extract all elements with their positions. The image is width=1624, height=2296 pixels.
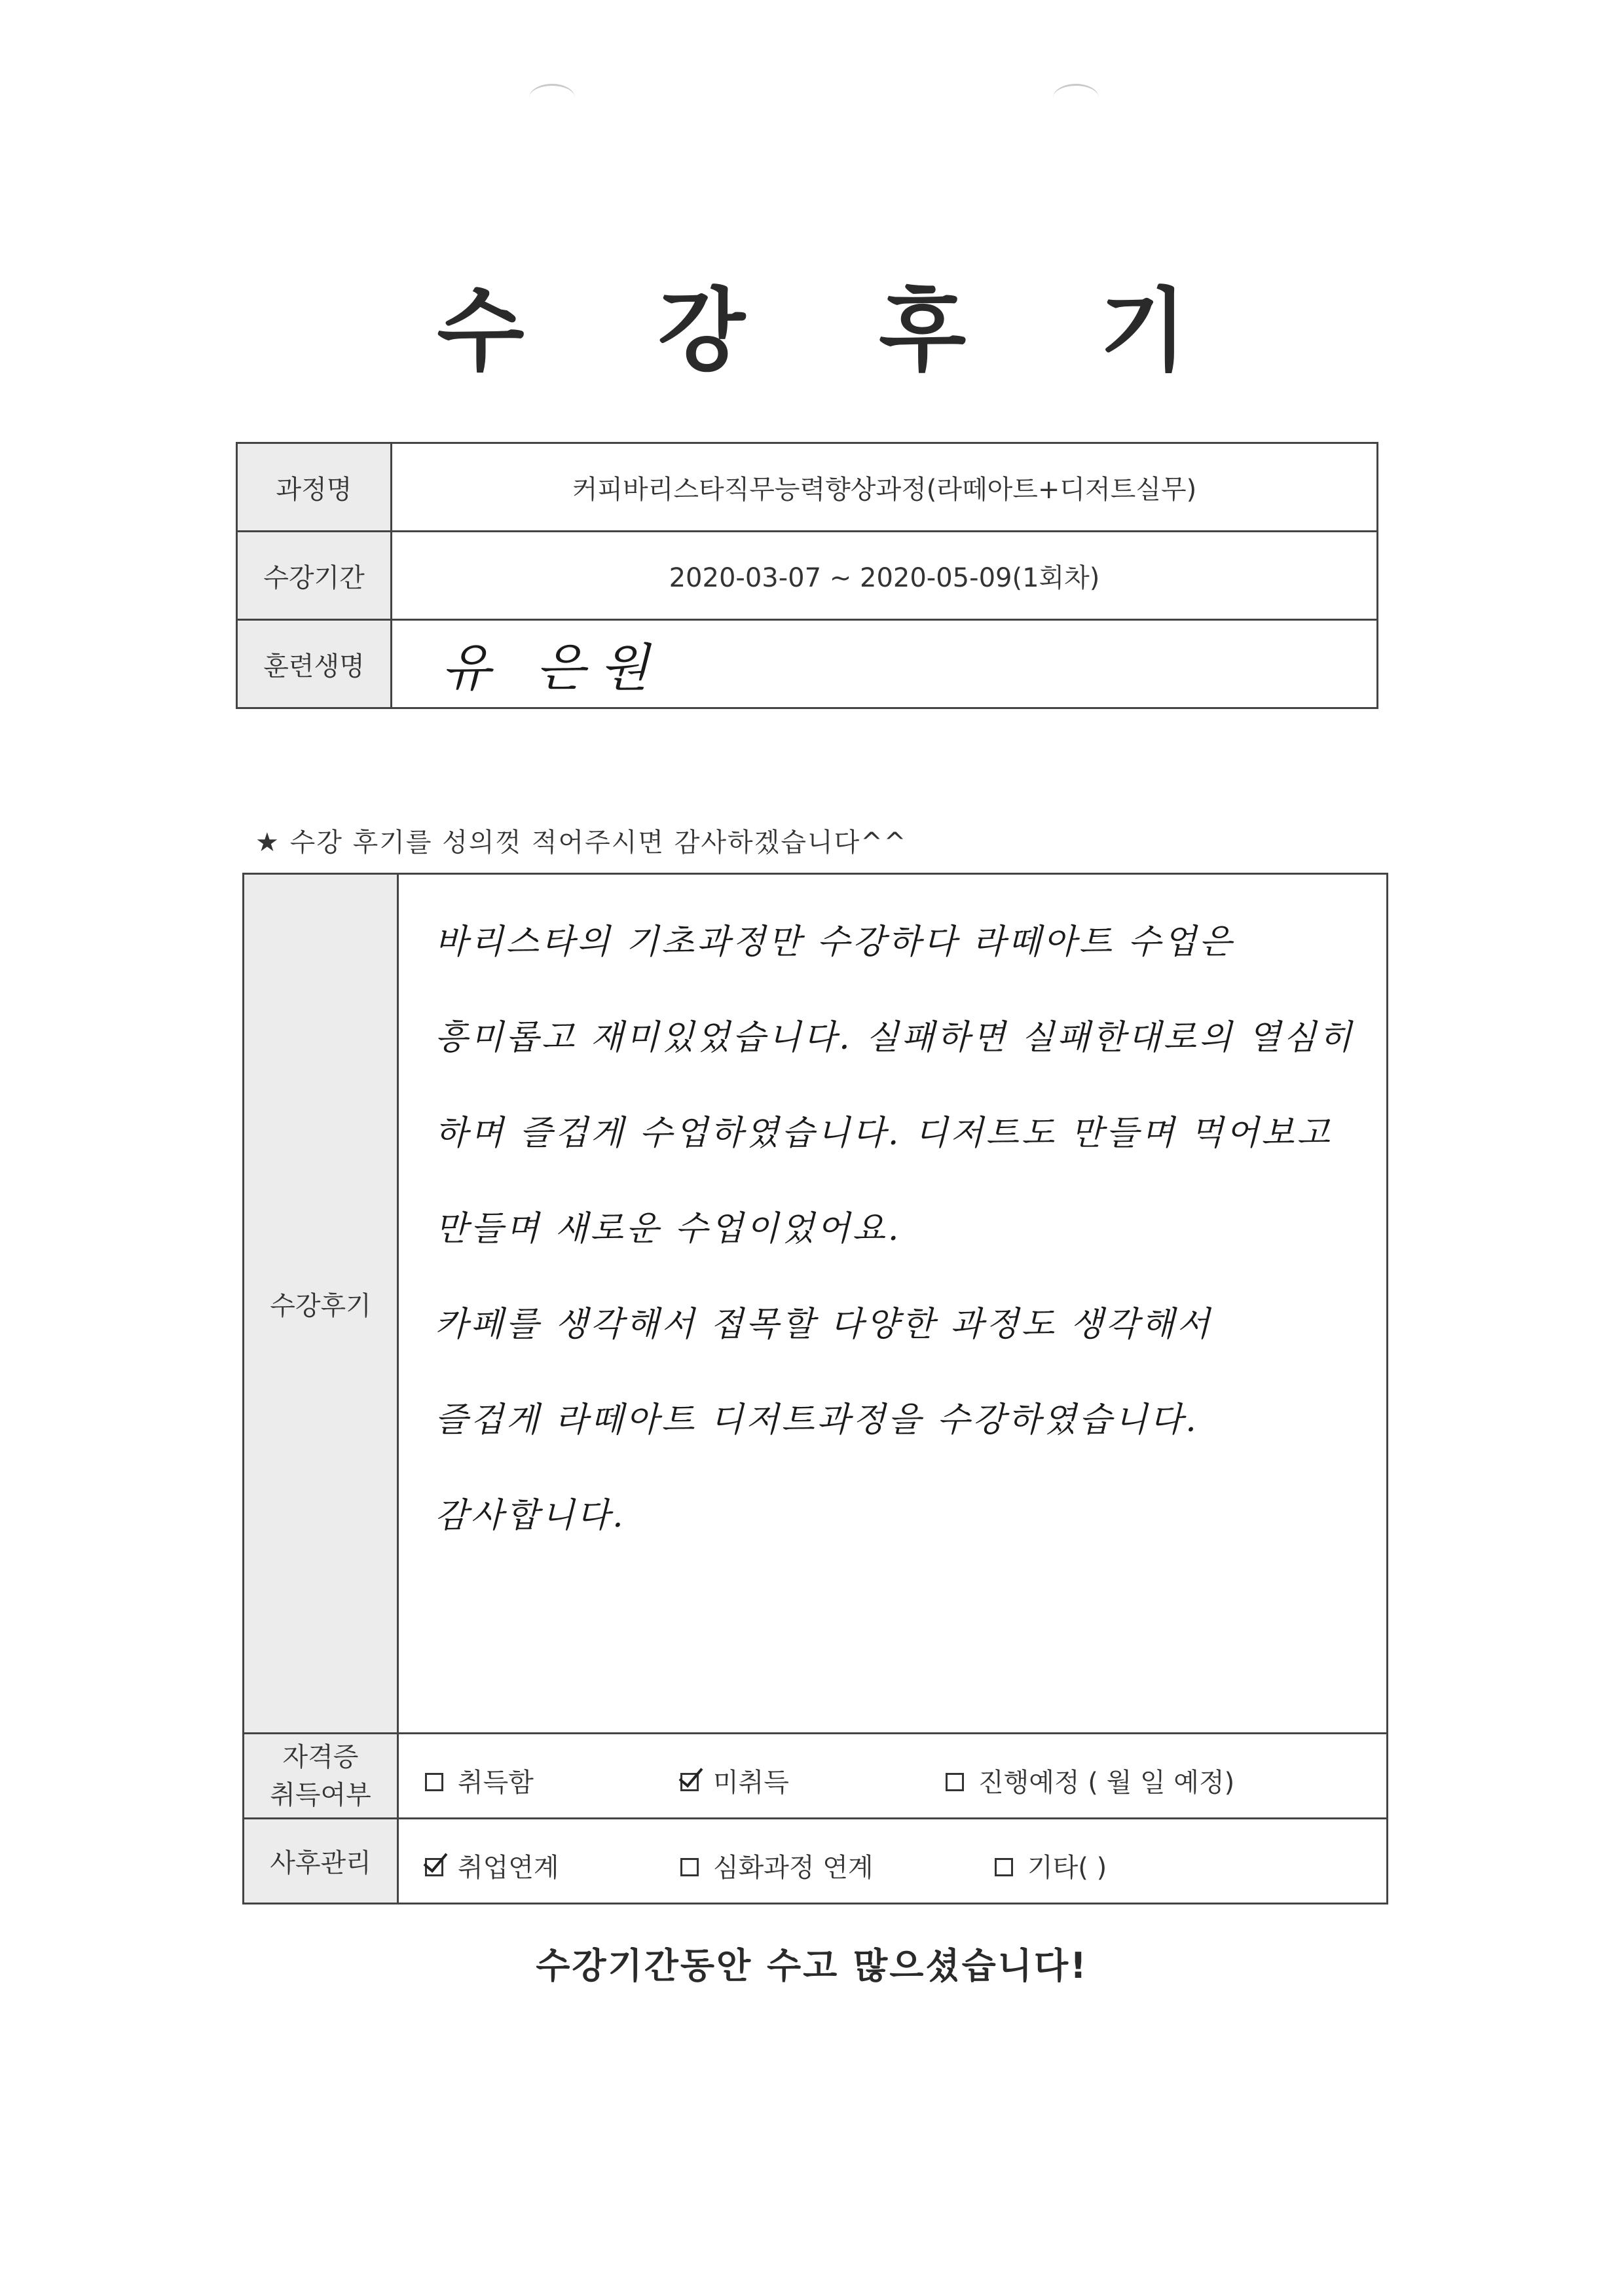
certificate-label-line2: 취득여부 [270, 1779, 371, 1810]
punch-hole-left [529, 84, 575, 112]
checked-checkbox-icon [680, 1773, 699, 1791]
checked-checkbox-icon [425, 1858, 443, 1876]
page-title: 수 강 후 기 [437, 278, 1238, 384]
certificate-option-acquired[interactable]: 취득함 [425, 1762, 534, 1799]
aftercare-label: 사후관리 [244, 1819, 398, 1904]
course-value: 커피바리스타직무능력향상과정(라떼아트+디저트실무) [392, 443, 1378, 532]
checkbox-icon [680, 1858, 699, 1876]
trainee-name: 유 은원 [441, 639, 663, 698]
period-label: 수강기간 [237, 532, 392, 620]
checkbox-icon [946, 1773, 964, 1791]
review-line: 감사합니다. [435, 1496, 626, 1535]
instruction-text: ★ 수강 후기를 성의껏 적어주시면 감사하겠습니다^^ [255, 828, 908, 858]
review-line: 만들며 새로운 수업이었어요. [435, 1209, 902, 1248]
course-info-table [236, 442, 1378, 709]
review-text-area [398, 874, 1388, 1734]
period-value: 2020-03-07 ~ 2020-05-09(1회차) [392, 532, 1378, 620]
review-label: 수강후기 [244, 874, 398, 1734]
punch-hole-right [1053, 84, 1099, 112]
checkbox-icon [995, 1858, 1013, 1876]
trainee-label: 훈련생명 [237, 620, 392, 708]
certificate-options [398, 1734, 1388, 1819]
review-line: 하며 즐겁게 수업하였습니다. 디저트도 만들며 먹어보고 [435, 1114, 1333, 1153]
course-label: 과정명 [237, 443, 392, 532]
aftercare-options [398, 1819, 1388, 1904]
review-line: 바리스타의 기초과정만 수강하다 라떼아트 수업은 [435, 922, 1234, 962]
aftercare-option-employment[interactable]: 취업연계 [425, 1847, 559, 1884]
closing-message: 수강기간동안 수고 많으셨습니다! [536, 1945, 1088, 1986]
aftercare-option-advanced-course[interactable]: 심화과정 연계 [680, 1847, 874, 1884]
aftercare-option-other[interactable]: 기타( ) [995, 1847, 1107, 1884]
review-table [242, 873, 1388, 1904]
checkbox-icon [425, 1773, 443, 1791]
review-line: 흥미롭고 재미있었습니다. 실패하면 실패한대로의 열심히 [435, 1018, 1355, 1057]
certificate-label-line1: 자격증 [282, 1741, 359, 1772]
trainee-cell [392, 620, 1378, 708]
review-line: 즐겁게 라떼아트 디저트과정을 수강하였습니다. [435, 1400, 1199, 1440]
review-line: 카페를 생각해서 접목할 다양한 과정도 생각해서 [435, 1305, 1213, 1344]
certificate-label [244, 1734, 398, 1819]
certificate-option-planned[interactable]: 진행예정 ( 월 일 예정) [946, 1762, 1234, 1799]
certificate-option-not-acquired[interactable]: 미취득 [680, 1762, 789, 1799]
